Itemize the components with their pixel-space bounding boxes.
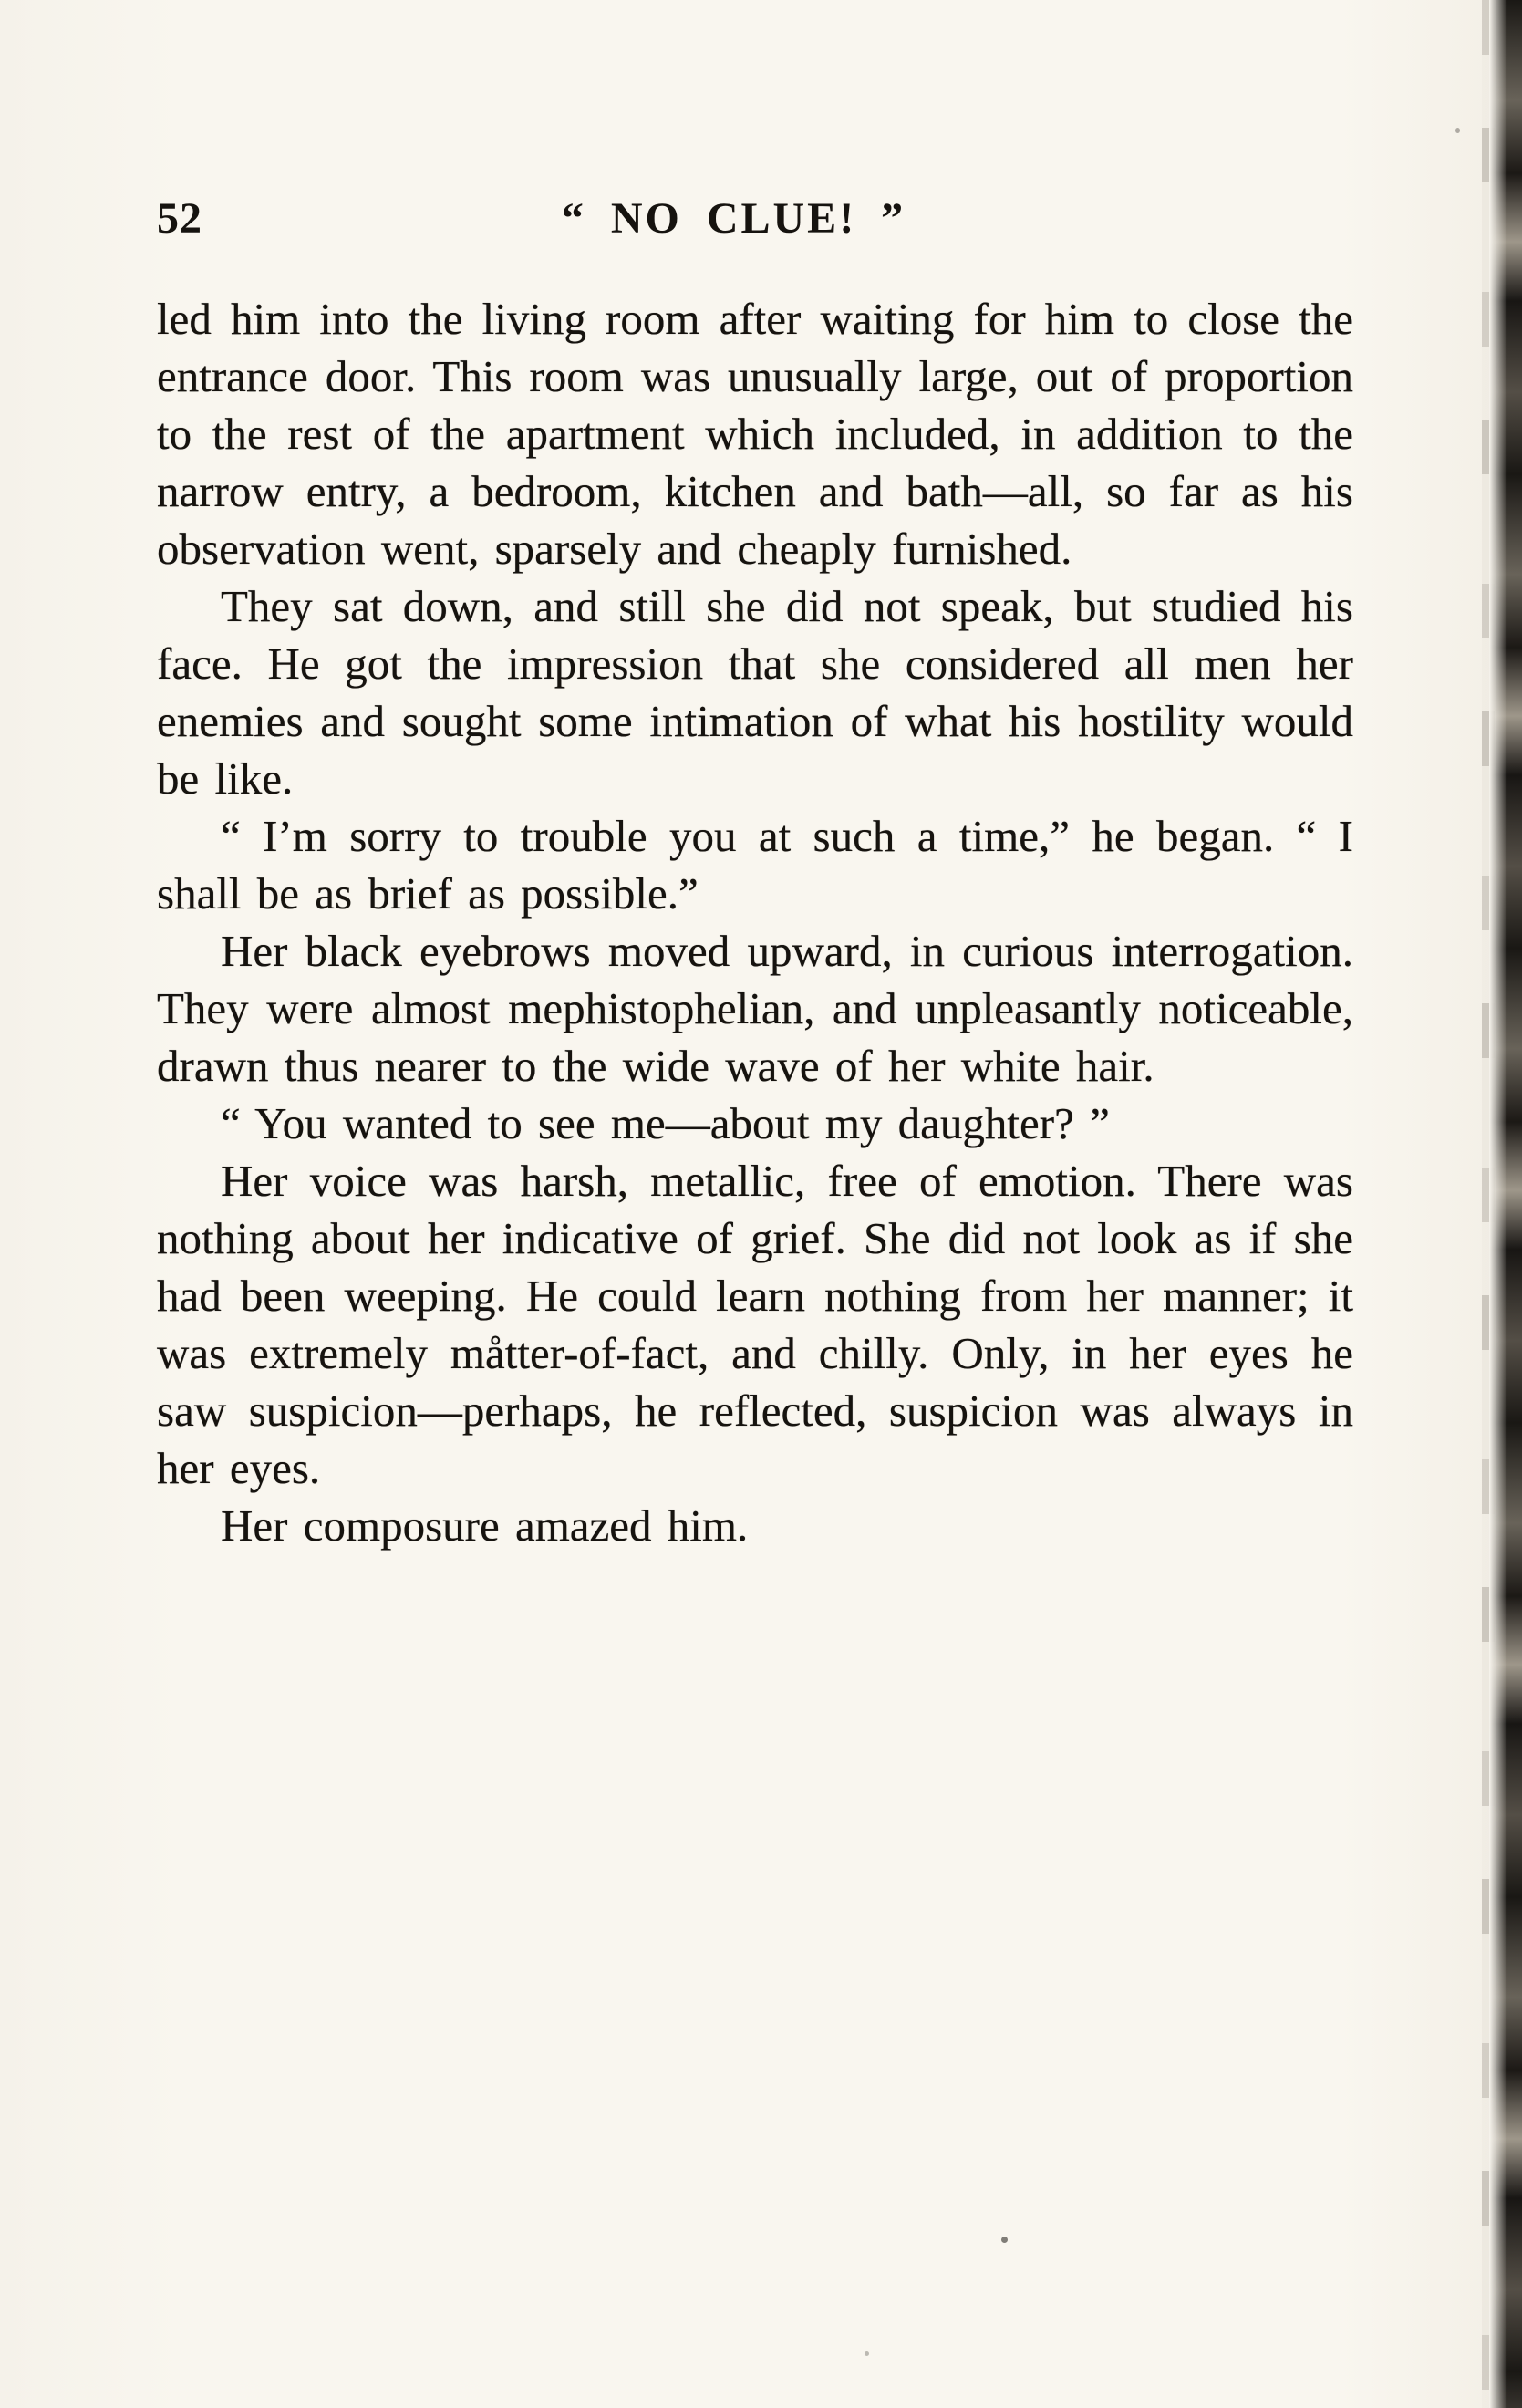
scan-speck (865, 2351, 869, 2356)
paragraph: Her black eyebrows moved upward, in curious interrogation. They were almost mephistophelian, and unpleasantly noticeable, drawn thus nearer to the wide wave of her white hair. (157, 926, 1353, 1091)
page-number: 52 (157, 194, 202, 243)
paragraph: “ You wanted to see me—about my daughter? ” (221, 1098, 1110, 1148)
scan-speck (1455, 128, 1460, 133)
paragraph: Her voice was harsh, metallic, free of emotion. There was nothing about her indicative of grief. She did not look as if she had been weeping. He could learn nothing from her manner; it was extremely måtter-of-fact, and chilly. Only, in her eyes he saw suspicion—perhaps, he reflected, suspicion was always in her eyes. (157, 1156, 1353, 1493)
paragraph: Her composure amazed him. (221, 1500, 749, 1551)
paragraph: They sat down, and still she did not speak, but studied his face. He got the impression that she considered all men her enemies and sought some intimation of what his hostility would be like. (157, 581, 1353, 804)
scan-speck (1001, 2237, 1008, 2243)
scan-edge-artifact (1489, 0, 1522, 2408)
page-header (0, 0, 1522, 254)
running-title: “ NO CLUE! ” (561, 194, 906, 243)
paragraph: “ I’m sorry to trouble you at such a time,” he began. “ I shall be as brief as possible.” (157, 811, 1353, 919)
page-body-text (0, 254, 1522, 1554)
paragraph: led him into the living room after waiting for him to close the entrance door. This room was unusually large, out of proportion to the rest of the apartment which included, in addition to the narrow entry, a bedroom, kitchen and bath—all, so far as his observation went, sparsely and cheaply furnished. (157, 294, 1353, 574)
